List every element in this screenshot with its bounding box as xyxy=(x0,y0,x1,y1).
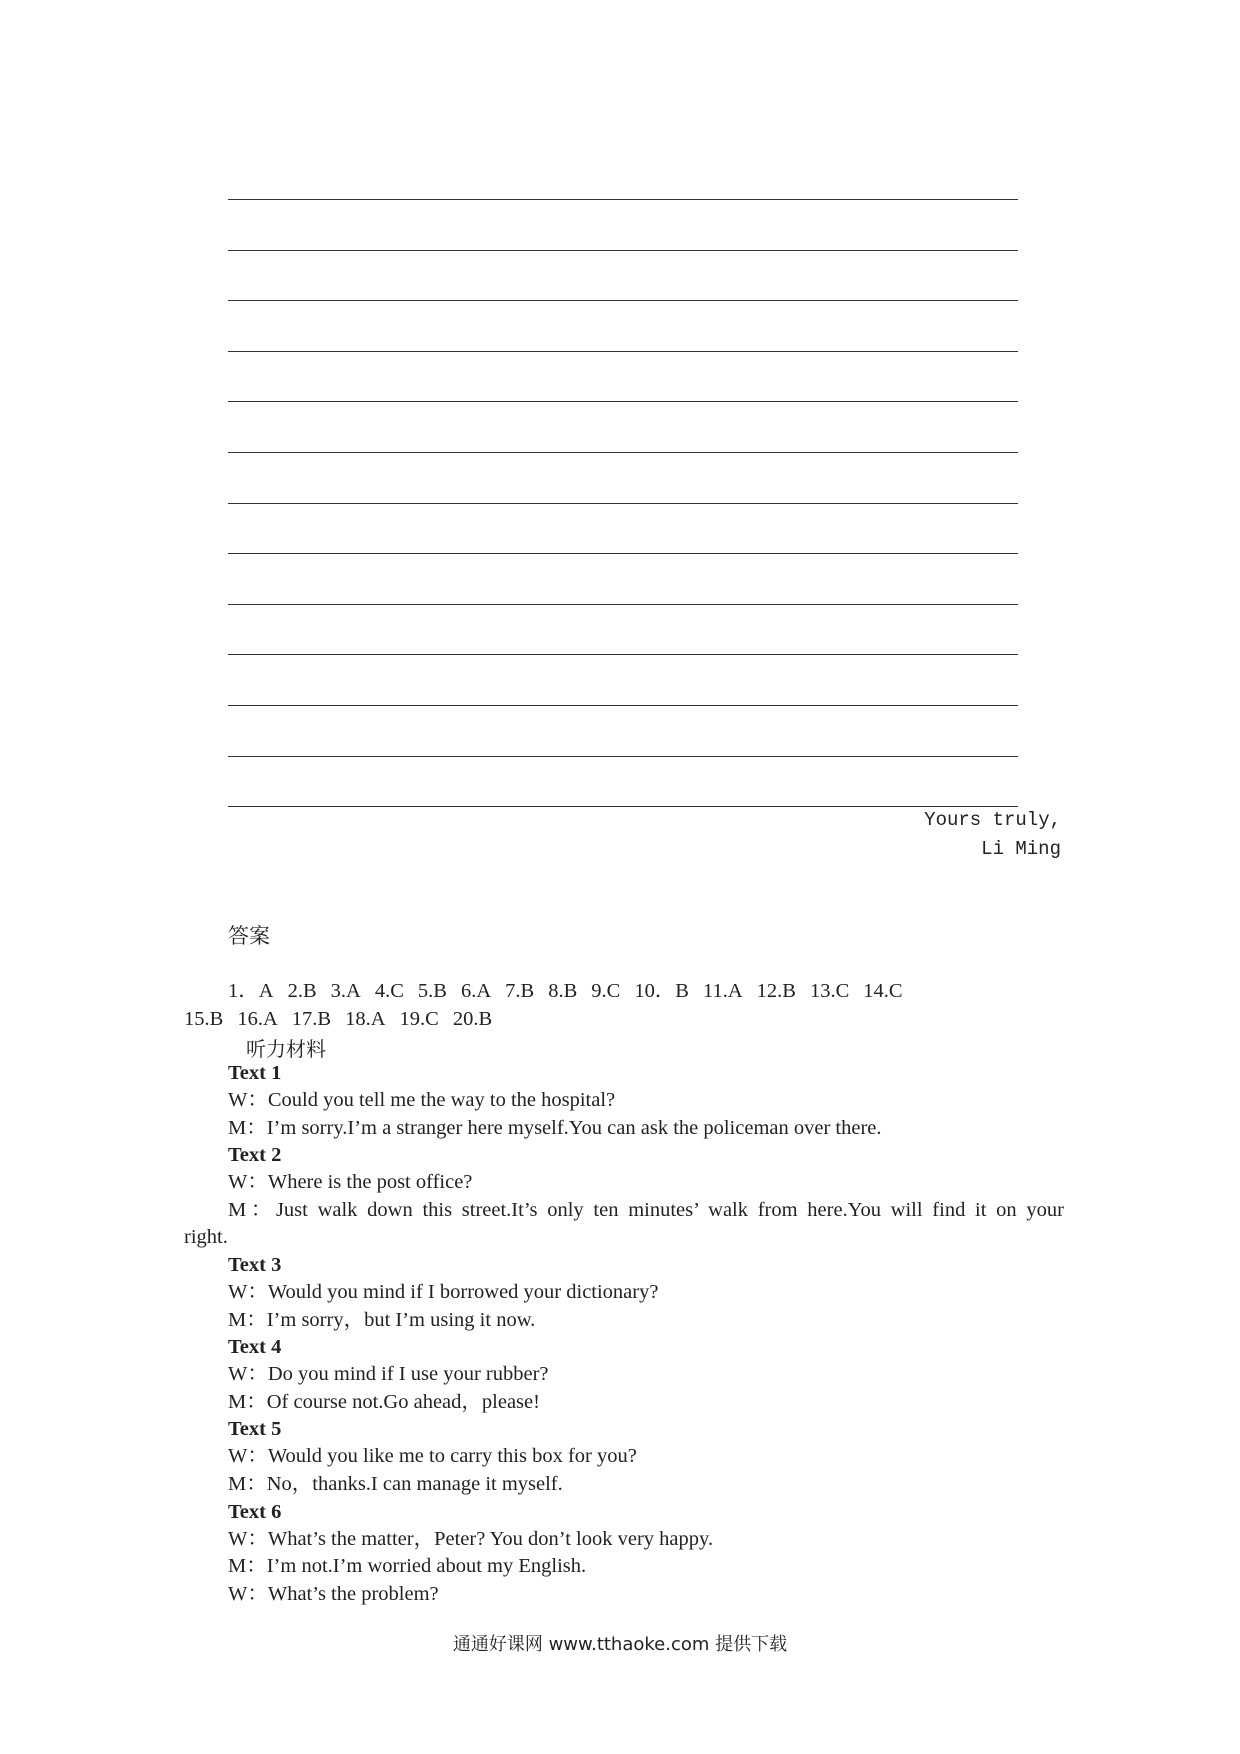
answer-item: 6.A xyxy=(460,980,492,1002)
text-heading: Text 3 xyxy=(228,1253,282,1276)
text-heading: Text 4 xyxy=(228,1336,282,1359)
dialogue-line: W：What’s the matter，Peter? You don’t look very happy. xyxy=(228,1527,714,1550)
answer-row xyxy=(184,978,1064,1006)
text-heading: Text 2 xyxy=(228,1144,282,1167)
writing-line xyxy=(228,706,1018,757)
listening-transcript xyxy=(184,1060,1064,1608)
answer-item: 7.B xyxy=(505,980,535,1002)
dialogue-line: W：Would you mind if I borrowed your dictionary? xyxy=(228,1280,659,1303)
answer-item: 4.C xyxy=(374,980,404,1002)
dialogue-line xyxy=(184,1197,1064,1252)
page-footer: 通通好课网 www.tthaoke.com 提供下载 xyxy=(452,1634,788,1655)
answer-item: 16.A xyxy=(237,1007,278,1030)
writing-line xyxy=(228,655,1018,706)
text-heading: Text 5 xyxy=(228,1418,282,1441)
answer-item: 11.A xyxy=(703,980,743,1002)
answer-item: 1．A xyxy=(228,980,274,1002)
text-heading: Text 6 xyxy=(228,1500,282,1523)
writing-line xyxy=(228,605,1018,656)
writing-line xyxy=(228,554,1018,605)
writing-line xyxy=(228,402,1018,453)
answer-item: 5.B xyxy=(417,980,447,1002)
answer-item: 19.C xyxy=(399,1007,439,1030)
closing-line: Yours truly, xyxy=(924,809,1061,831)
answer-item: 15.B xyxy=(184,1007,224,1030)
writing-line xyxy=(228,757,1018,808)
answer-heading: 答案 xyxy=(228,924,270,948)
dialogue-line: W：Could you tell me the way to the hospital? xyxy=(228,1089,616,1111)
writing-line xyxy=(228,301,1018,352)
writing-line xyxy=(228,200,1018,251)
dialogue-line: M：I’m sorry，but I’m using it now. xyxy=(228,1308,536,1331)
answer-item: 3.A xyxy=(330,980,361,1002)
text-heading: Text 1 xyxy=(228,1062,282,1084)
dialogue-line: W：What’s the problem? xyxy=(228,1582,439,1605)
letter-closing xyxy=(0,806,1061,864)
dialogue-continuation: right. xyxy=(184,1226,228,1249)
answer-item: 9.C xyxy=(591,980,621,1002)
answer-item: 10．B xyxy=(634,980,689,1002)
answer-item: 18.A xyxy=(345,1007,386,1030)
listening-heading: 听力材料 xyxy=(246,1037,326,1061)
answer-item: 14.C xyxy=(863,980,903,1002)
answer-item: 12.B xyxy=(756,980,796,1002)
answer-item: 13.C xyxy=(809,980,850,1002)
dialogue-line: M：I’m sorry.I’m a stranger here myself.You can ask the policeman over there. xyxy=(228,1116,882,1139)
answer-item: 20.B xyxy=(452,1007,493,1030)
writing-line xyxy=(228,352,1018,403)
signature-name: Li Ming xyxy=(981,838,1061,860)
writing-line xyxy=(228,504,1018,555)
answer-row xyxy=(184,1006,1064,1034)
writing-line xyxy=(228,251,1018,302)
dialogue-line: W：Do you mind if I use your rubber? xyxy=(228,1363,549,1386)
dialogue-line: W：Would you like me to carry this box for you? xyxy=(228,1445,637,1468)
writing-line xyxy=(228,453,1018,504)
dialogue-line: M：No，thanks.I can manage it myself. xyxy=(228,1472,563,1495)
dialogue-text: M：Just walk down this street.It’s only ten minutes’ walk from here.You will find it on your xyxy=(228,1198,1064,1221)
answer-item: 8.B xyxy=(548,980,578,1002)
dialogue-line: M：I’m not.I’m worried about my English. xyxy=(228,1555,587,1578)
answer-item: 2.B xyxy=(287,980,317,1002)
writing-lines xyxy=(228,199,1018,807)
dialogue-line: M：Of course not.Go ahead，please! xyxy=(228,1390,540,1413)
dialogue-line: W：Where is the post office? xyxy=(228,1171,473,1194)
answer-item: 17.B xyxy=(291,1007,332,1030)
answer-key xyxy=(184,978,1064,1033)
